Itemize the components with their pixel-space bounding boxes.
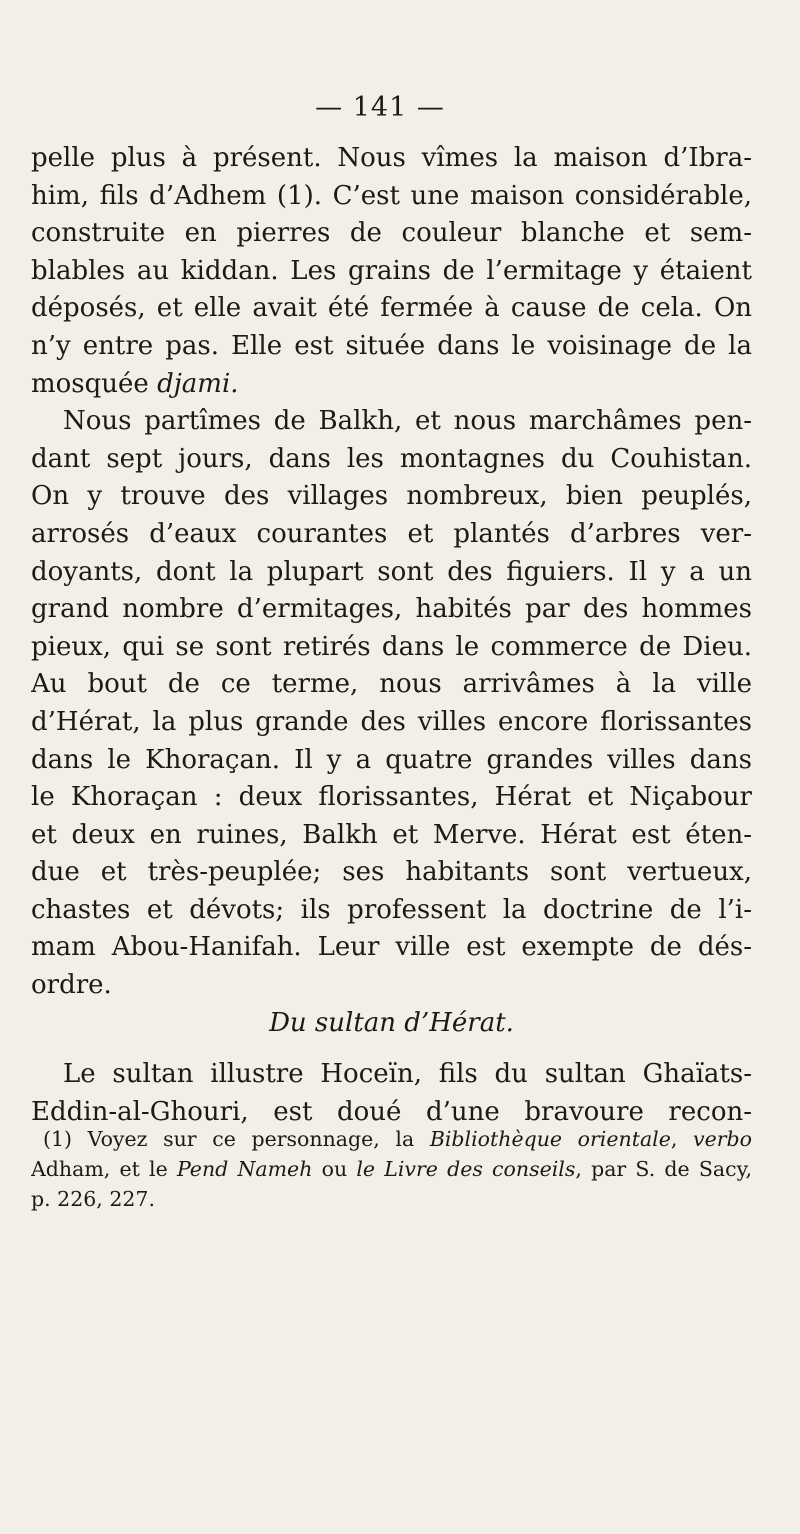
text-line: due et très-peuplée; ses habitants sont vertueux, (31, 857, 752, 888)
text-line: construite en pierres de couleur blanche et sem- (31, 218, 752, 249)
footnote (31, 1124, 752, 1214)
text-line: pieux, qui se sont retirés dans le commerce de Dieu. (31, 631, 752, 662)
text-line: déposés, et elle avait été fermée à cause de cela. On (31, 293, 752, 324)
page-number: — 141 — (315, 92, 445, 123)
text-line: dant sept jours, dans les montagnes du Couhistan. (31, 443, 752, 474)
text-line: him, fils d’Adhem (1). C’est une maison considérable, (31, 180, 752, 211)
text-line: grand nombre d’ermitages, habités par des hommes (31, 594, 752, 625)
footnote-line: p. 226, 227. (31, 1187, 155, 1211)
text-line: Le sultan illustre Hoceïn, fils du sultan Ghaïats- (63, 1059, 752, 1090)
section-heading: Du sultan d’Hérat. (269, 1007, 514, 1038)
footnote-text: , par S. de Sacy, (575, 1157, 752, 1181)
footnote-text: ou (312, 1157, 357, 1181)
text-line: doyants, dont la plupart sont des figuiers. Il y a un (31, 556, 752, 587)
text-line: le Khoraçan : deux florissantes, Hérat et Niçabour (31, 782, 752, 813)
footnote-italic: verbo (693, 1127, 752, 1151)
footnote-italic: Bibliothèque orientale (429, 1127, 671, 1151)
text-line: Eddin-al-Ghouri, est doué d’une bravoure recon- (31, 1096, 752, 1127)
text-line (31, 366, 752, 404)
text-line: ordre. (31, 970, 112, 1001)
text-line: d’Hérat, la plus grande des villes encore florissantes (31, 706, 752, 737)
footnote-italic: le Livre des conseils (356, 1157, 576, 1181)
footnote-italic: Pend Nameh (176, 1157, 313, 1181)
italic-word: djami. (157, 368, 239, 399)
text-line: blables au kiddan. Les grains de l’ermitage y étaient (31, 255, 752, 286)
text-line: dans le Khoraçan. Il y a quatre grandes villes dans (31, 744, 752, 775)
text-line: mam Abou-Hanifah. Leur ville est exempte de dés- (31, 932, 752, 963)
text-line: Au bout de ce terme, nous arrivâmes à la ville (31, 669, 752, 700)
footnote-text: (1) Voyez sur ce personnage, la (43, 1127, 430, 1151)
text-line: chastes et dévots; ils professent la doctrine de l’i- (31, 894, 752, 925)
spacer (31, 1042, 752, 1056)
footnote-text: Adham, et le (31, 1157, 177, 1181)
text-line: pelle plus à présent. Nous vîmes la maison d’Ibra- (31, 143, 752, 173)
footnote-text: , (670, 1127, 694, 1151)
text-line: Nous partîmes de Balkh, et nous marchâmes pen- (63, 406, 752, 437)
text-line: On y trouve des villages nombreux, bien peuplés, (31, 481, 752, 512)
footnote-line (31, 1154, 752, 1184)
text-line: et deux en ruines, Balkh et Merve. Hérat est éten- (31, 819, 752, 850)
text-line: n’y entre pas. Elle est située dans le voisinage de la (31, 330, 752, 361)
main-text (31, 140, 752, 1131)
text-fragment: mosquée (31, 368, 158, 399)
footnote-line (31, 1124, 752, 1154)
text-line: arrosés d’eaux courantes et plantés d’arbres ver- (31, 518, 752, 549)
